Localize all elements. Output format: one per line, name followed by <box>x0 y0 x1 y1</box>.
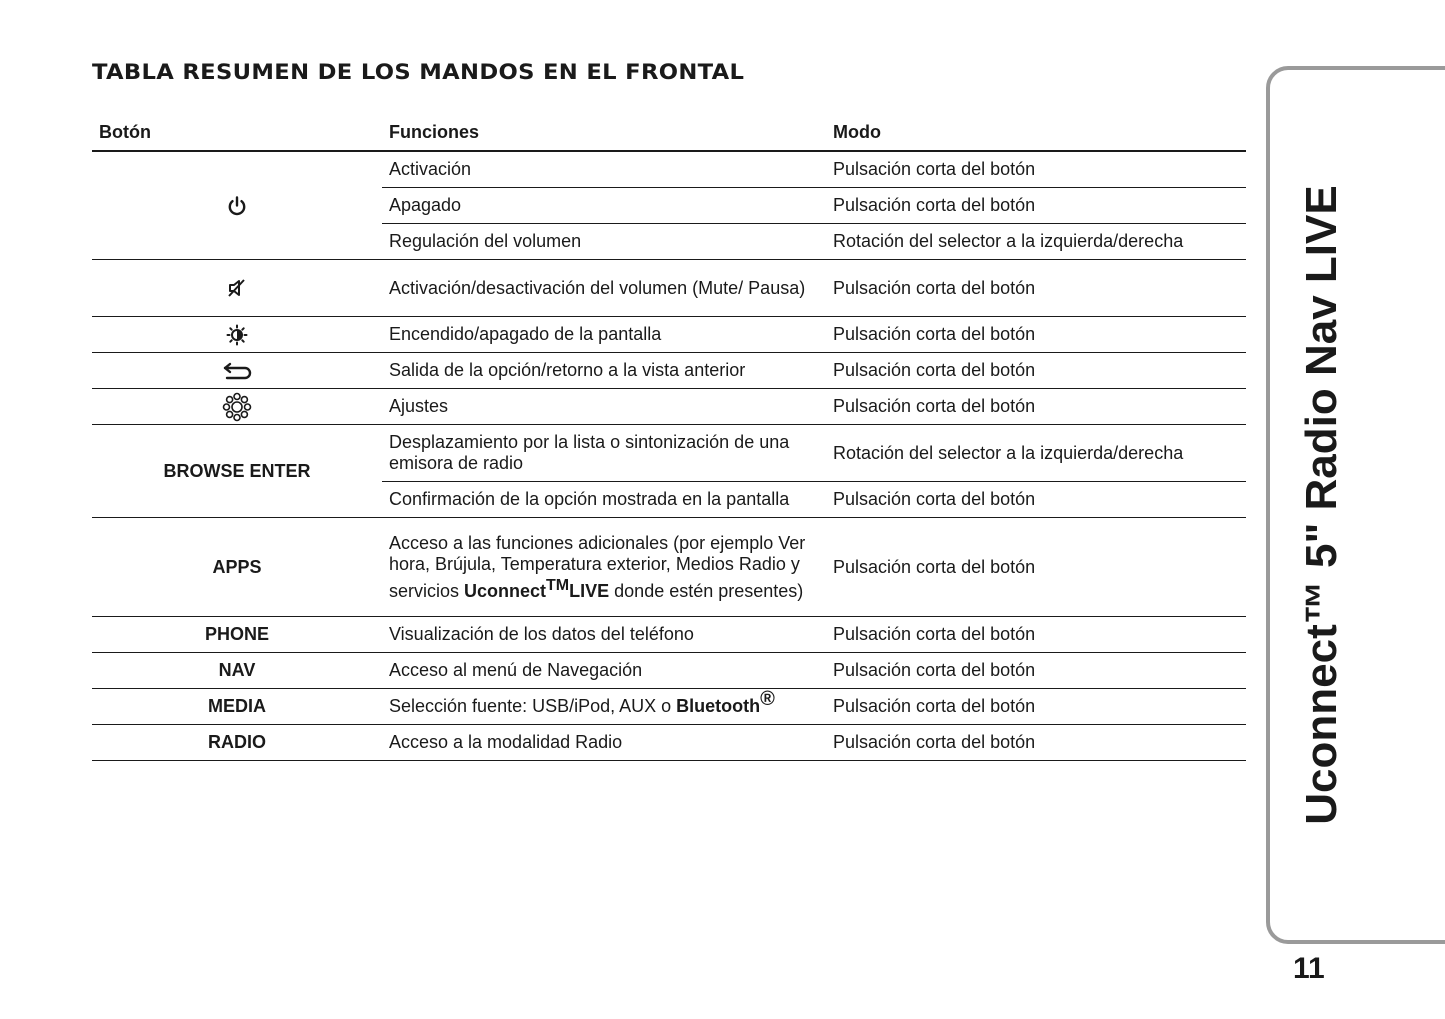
table-row <box>382 425 1246 482</box>
function-cell: Apagado <box>389 195 462 215</box>
table-row <box>382 725 1246 760</box>
function-cell: Activación <box>389 159 472 179</box>
trademark: TM <box>546 576 570 594</box>
table-group-radio <box>92 725 1246 761</box>
table-row <box>382 617 1246 652</box>
table-row <box>382 689 1246 724</box>
table-row <box>382 518 1246 616</box>
function-cell: Activación/desactivación del volumen (Mute/ Pausa) <box>389 277 806 298</box>
button-label: APPS <box>212 556 262 577</box>
function-text: Selección fuente: USB/iPod, AUX o <box>389 696 677 716</box>
back-arrow-icon <box>92 353 382 388</box>
mode-cell: Rotación del selector a la izquierda/derecha <box>833 442 1184 463</box>
registered-mark: ® <box>760 688 775 710</box>
mode-cell: Pulsación corta del botón <box>833 324 1036 344</box>
power-icon <box>92 152 382 259</box>
mute-icon <box>92 260 382 316</box>
function-cell: Salida de la opción/retorno a la vista anterior <box>389 360 746 380</box>
mode-cell: Pulsación corta del botón <box>833 660 1036 680</box>
table-row <box>382 224 1246 259</box>
button-label: RADIO <box>208 732 266 752</box>
button-label: NAV <box>218 660 256 680</box>
button-label: BROWSE ENTER <box>163 460 311 481</box>
chapter-title: Uconnect™ 5" Radio Nav LIVE <box>1297 185 1346 825</box>
mode-cell: Pulsación corta del botón <box>833 159 1036 179</box>
table-row <box>382 188 1246 224</box>
function-cell: Encendido/apagado de la pantalla <box>389 324 662 344</box>
brand-text: Bluetooth <box>676 696 761 716</box>
table-row <box>382 389 1246 424</box>
table-row <box>382 353 1246 388</box>
page-title: TABLA RESUMEN DE LOS MANDOS EN EL FRONTAL <box>92 60 745 84</box>
header-button: Botón <box>99 122 151 142</box>
function-cell: Acceso a la modalidad Radio <box>389 732 623 752</box>
function-text: donde estén presentes) <box>609 580 804 601</box>
table-row <box>382 317 1246 352</box>
table-group-apps <box>92 518 1246 617</box>
brand-text: Uconnect <box>464 580 547 601</box>
mode-cell: Pulsación corta del botón <box>833 489 1036 509</box>
table-row <box>382 482 1246 517</box>
mode-cell: Pulsación corta del botón <box>833 195 1036 215</box>
header-mode: Modo <box>833 122 881 142</box>
table-group-phone <box>92 617 1246 653</box>
header-functions: Funciones <box>389 122 480 142</box>
table-row <box>382 260 1246 316</box>
table-group-media <box>92 689 1246 725</box>
mode-cell: Pulsación corta del botón <box>833 277 1036 298</box>
controls-table <box>92 115 1246 761</box>
page-number: 11 <box>1293 952 1325 985</box>
table-group-browse-enter <box>92 425 1246 518</box>
mode-cell: Pulsación corta del botón <box>833 732 1036 752</box>
table-group-back <box>92 353 1246 389</box>
table-header <box>92 115 1246 152</box>
mode-cell: Pulsación corta del botón <box>833 696 1036 716</box>
function-cell <box>382 688 826 717</box>
table-group-settings <box>92 389 1246 425</box>
button-label: MEDIA <box>208 696 266 716</box>
table-row <box>382 653 1246 688</box>
table-group-nav <box>92 653 1246 689</box>
table-group-display <box>92 317 1246 353</box>
gear-icon <box>92 389 382 424</box>
function-cell: Acceso al menú de Navegación <box>389 660 643 680</box>
table-group-power <box>92 152 1246 260</box>
function-cell: Regulación del volumen <box>389 231 582 251</box>
mode-cell: Pulsación corta del botón <box>833 396 1036 416</box>
mode-cell: Rotación del selector a la izquierda/derecha <box>833 231 1184 251</box>
brand-text: LIVE <box>569 580 610 601</box>
mode-cell: Pulsación corta del botón <box>833 360 1036 380</box>
chapter-tab <box>1266 66 1445 944</box>
function-cell: Visualización de los datos del teléfono <box>389 624 694 644</box>
mode-cell: Pulsación corta del botón <box>833 624 1036 644</box>
button-label: PHONE <box>204 624 269 644</box>
table-group-mute <box>92 260 1246 317</box>
function-cell: Desplazamiento por la lista o sintonización de una emisora de radio <box>389 432 790 473</box>
function-cell: Ajustes <box>389 396 449 416</box>
screen-brightness-icon <box>92 317 382 352</box>
function-cell <box>382 533 826 602</box>
function-text: Acceso a las funciones adicionales (por ejemplo Ver hora, Brújula, Temperatura exterior, Medios Radio y servicios <box>389 532 806 601</box>
mode-cell: Pulsación corta del botón <box>833 556 1036 577</box>
table-row <box>382 152 1246 188</box>
function-cell: Confirmación de la opción mostrada en la pantalla <box>389 489 790 509</box>
